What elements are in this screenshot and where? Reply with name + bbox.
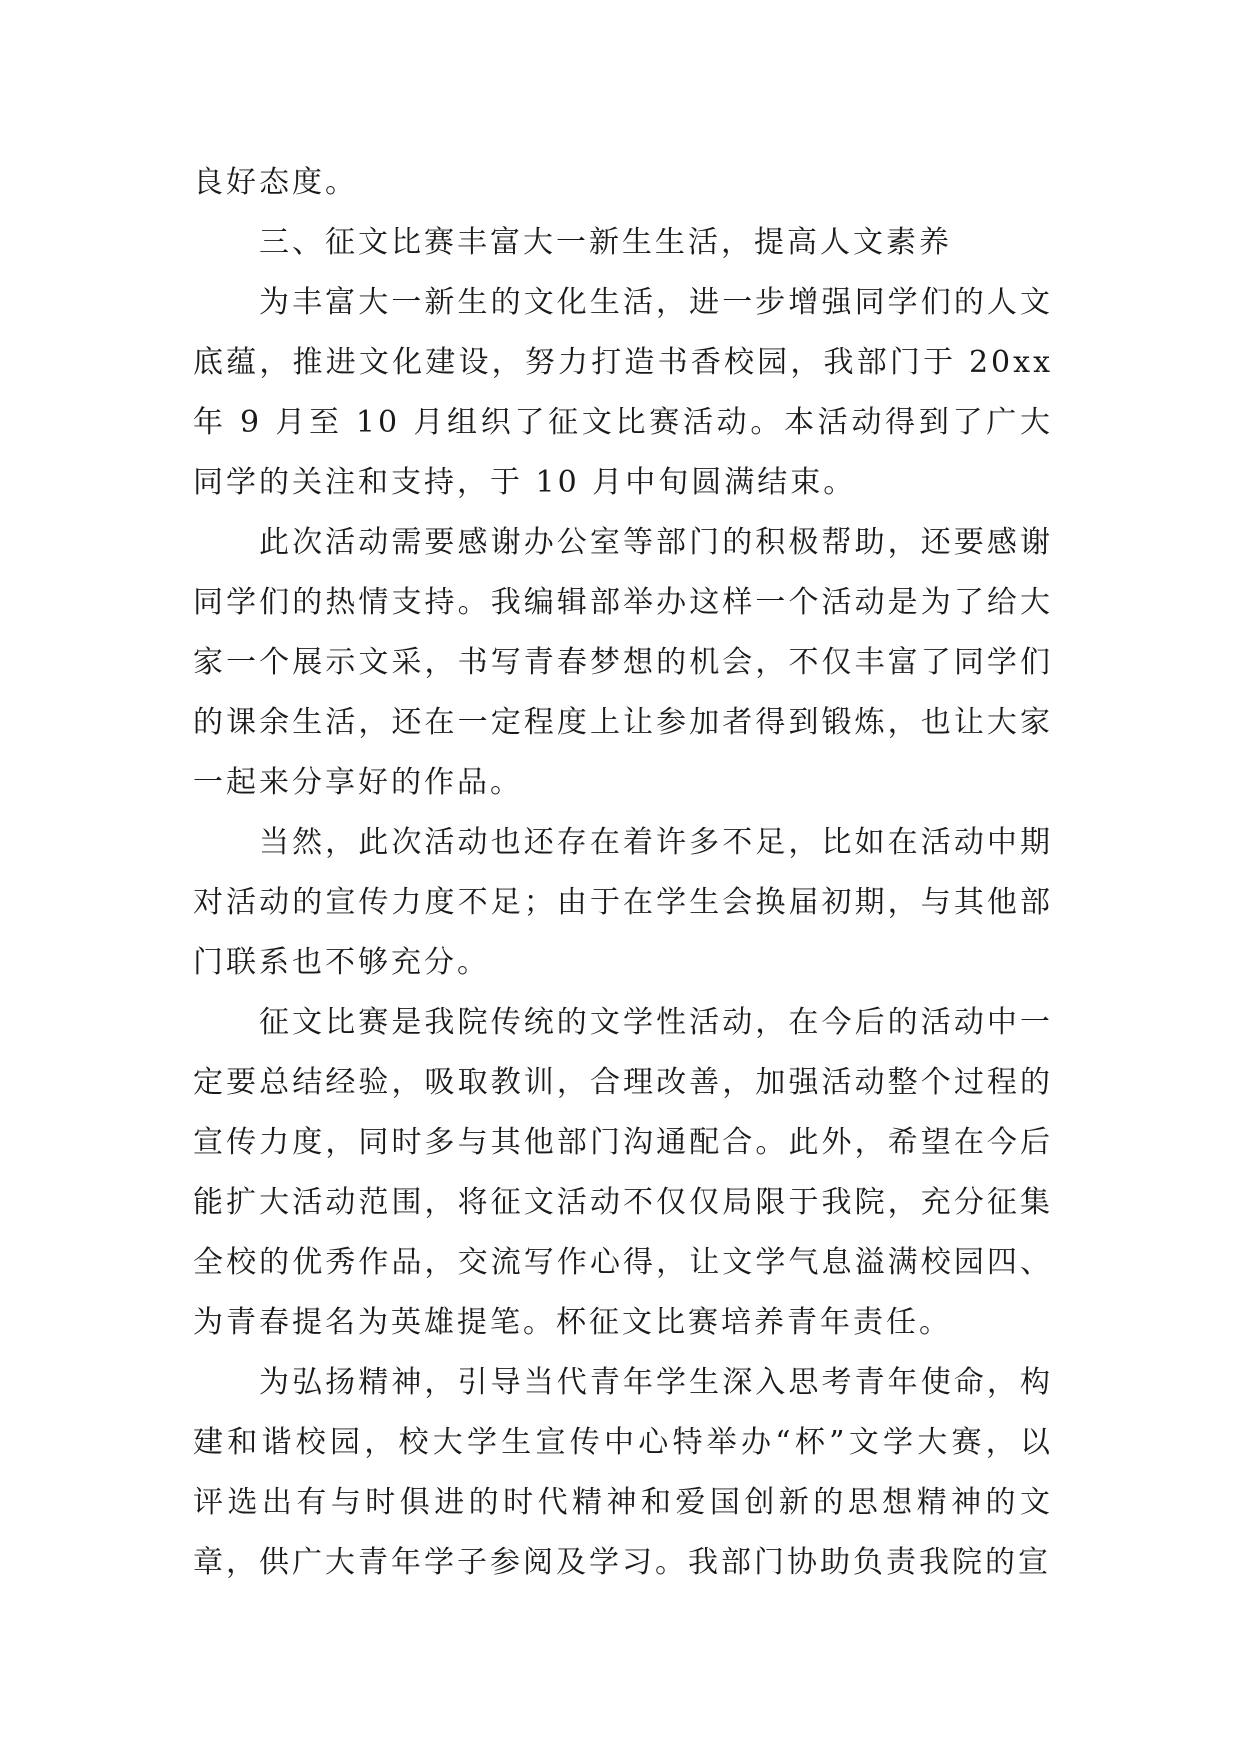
paragraph-3: 为丰富大一新生的文化生活，进一步增强同学们的人文底蕴，推进文化建设，努力打造书香校园，我部门于 20xx 年 9 月至 10 月组织了征文比赛活动。本活动得到了广大同学的关注和支持，于 10 月中旬圆满结束。	[193, 285, 1053, 500]
paragraph-4: 此次活动需要感谢办公室等部门的积极帮助，还要感谢同学们的热情支持。我编辑部举办这样一个活动是为了给大家一个展示文采，书写青春梦想的机会，不仅丰富了同学们的课余生活，还在一定程度上让参加者得到锻炼，也让大家一起来分享好的作品。	[193, 525, 1053, 800]
paragraph-6: 征文比赛是我院传统的文学性活动，在今后的活动中一定要总结经验，吸取教训，合理改善，加强活动整个过程的宣传力度，同时多与其他部门沟通配合。此外，希望在今后能扩大活动范围，将征文活动不仅仅局限于我院，充分征集全校的优秀作品，交流写作心得，让文学气息溢满校园四、为青春提名为英雄提笔。杯征文比赛培养青年责任。	[193, 1005, 1053, 1340]
paragraph-1: 良好态度。	[193, 165, 358, 200]
section-heading: 三、征文比赛丰富大一新生生活，提高人文素养	[259, 225, 952, 260]
paragraph-7: 为弘扬精神，引导当代青年学生深入思考青年使命，构建和谐校园，校大学生宣传中心特举办“杯”文学大赛，以评选出有与时俱进的时代精神和爱国创新的思想精神的文章，供广大青年学子参阅及学习。我部门协助负责我院的宣	[193, 1365, 1053, 1580]
paragraph-5: 当然，此次活动也还存在着许多不足，比如在活动中期对活动的宣传力度不足；由于在学生会换届初期，与其他部门联系也不够充分。	[193, 825, 1053, 980]
document-body	[193, 153, 1053, 1593]
